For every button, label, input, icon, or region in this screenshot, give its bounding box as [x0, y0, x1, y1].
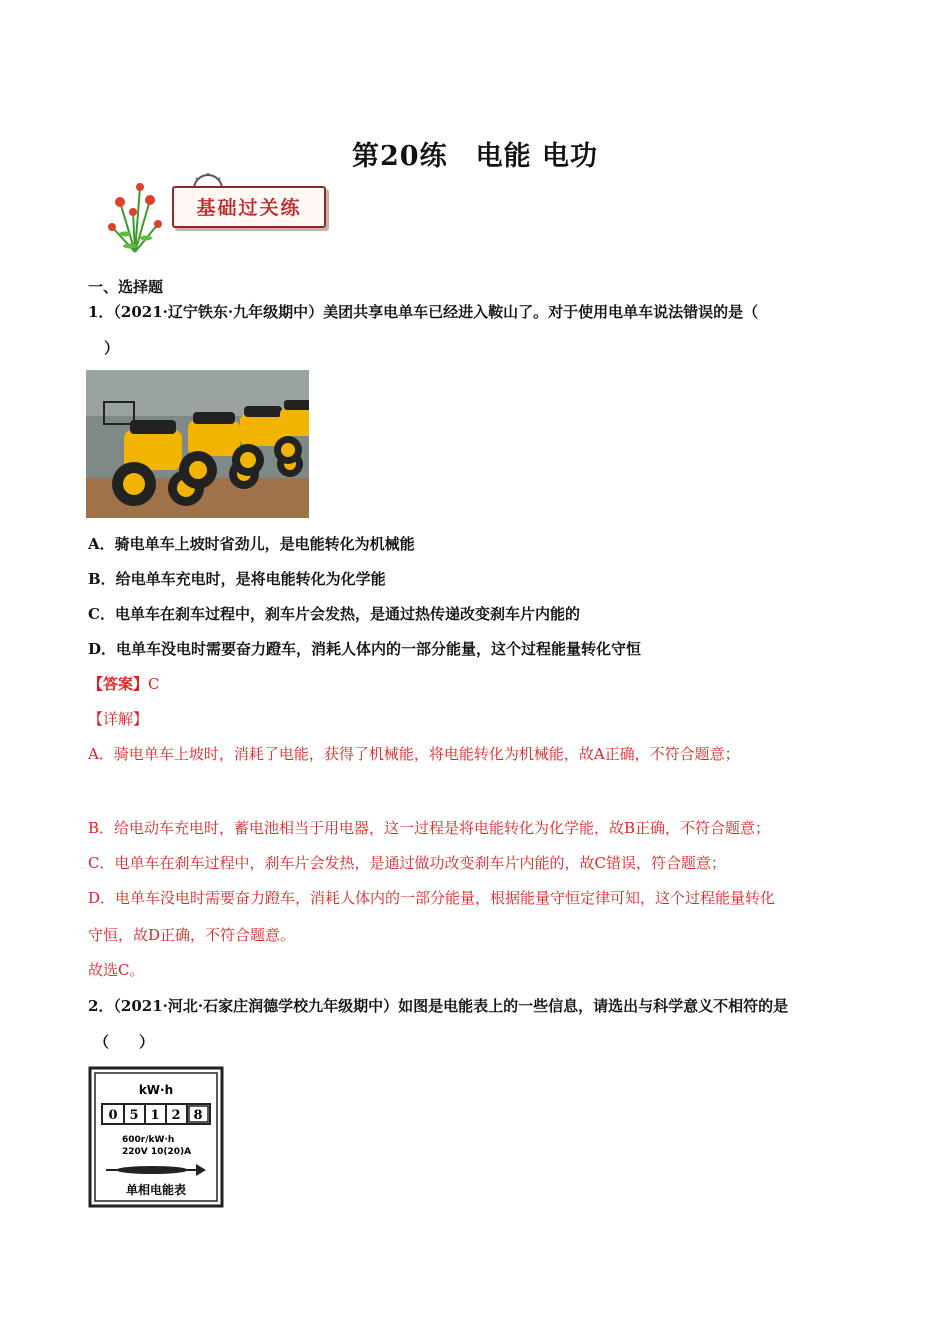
- q1-explain-b: B．给电动车充电时，蓄电池相当于用电器，这一过程是将电能转化为化学能，故B正确，不符合题意；: [88, 819, 771, 837]
- q1-answer: [88, 673, 160, 695]
- q2-stem: 2．（2021·河北·石家庄润德学校九年级期中）如图是电能表上的一些信息，请选出与科学意义不相符的是: [88, 997, 789, 1015]
- flower-icon: [100, 172, 170, 254]
- meter-digit: 1: [150, 1108, 160, 1123]
- meter-name: 单相电能表: [125, 1183, 187, 1197]
- q1-option-a: A．骑电单车上坡时省劲儿，是电能转化为机械能: [88, 535, 415, 553]
- electric-meter: [88, 1066, 224, 1208]
- section-badge: [100, 172, 330, 254]
- answer-value: C: [148, 675, 160, 693]
- q1-stem: 1．（2021·辽宁铁东·九年级期中）美团共享电单车已经进入鞍山了。对于使用电单车说法错误的是（: [88, 303, 759, 321]
- q1-detail-label: 【详解】: [88, 710, 149, 728]
- q1-option-d: D．电单车没电时需要奋力蹬车，消耗人体内的一部分能量，这个过程能量转化守恒: [88, 640, 642, 658]
- page-title: 第20练 电能 电功: [352, 141, 598, 172]
- meter-spec-rate: 600r/kW·h: [122, 1135, 175, 1145]
- q1-option-c: C．电单车在刹车过程中，刹车片会发热，是通过热传递改变刹车片内能的: [88, 605, 580, 623]
- q1-option-b: B．给电单车充电时，是将电能转化为化学能: [88, 570, 386, 588]
- answer-label: 【答案】: [88, 675, 149, 693]
- q1-explain-d2: 守恒，故D正确，不符合题意。: [88, 926, 296, 944]
- badge-label: 基础过关练: [196, 197, 302, 219]
- q2-stem-end: （ ）: [94, 1033, 155, 1051]
- meter-digit: 8: [193, 1108, 203, 1123]
- meter-digit: 5: [129, 1108, 139, 1123]
- meter-digit: 2: [171, 1108, 181, 1123]
- badge-box: [172, 186, 326, 228]
- q1-explain-d1: D．电单车没电时需要奋力蹬车，消耗人体内的一部分能量，根据能量守恒定律可知，这个过程能量转化: [88, 889, 776, 907]
- q1-explain-c: C．电单车在刹车过程中，刹车片会发热，是通过做功改变刹车片内能的，故C错误，符合题意；: [88, 854, 726, 872]
- bikes-photo: [86, 370, 309, 518]
- meter-unit: kW·h: [138, 1083, 174, 1097]
- q1-stem-end: ）: [104, 339, 120, 357]
- section-heading: 一、选择题: [88, 278, 164, 296]
- meter-digit: 0: [108, 1108, 118, 1123]
- q1-explain-a: A．骑电单车上坡时，消耗了电能，获得了机械能，将电能转化为机械能，故A正确，不符合题意；: [88, 745, 740, 763]
- q1-conclusion: 故选C。: [88, 961, 145, 979]
- meter-spec-voltage: 220V 10(20)A: [122, 1147, 192, 1157]
